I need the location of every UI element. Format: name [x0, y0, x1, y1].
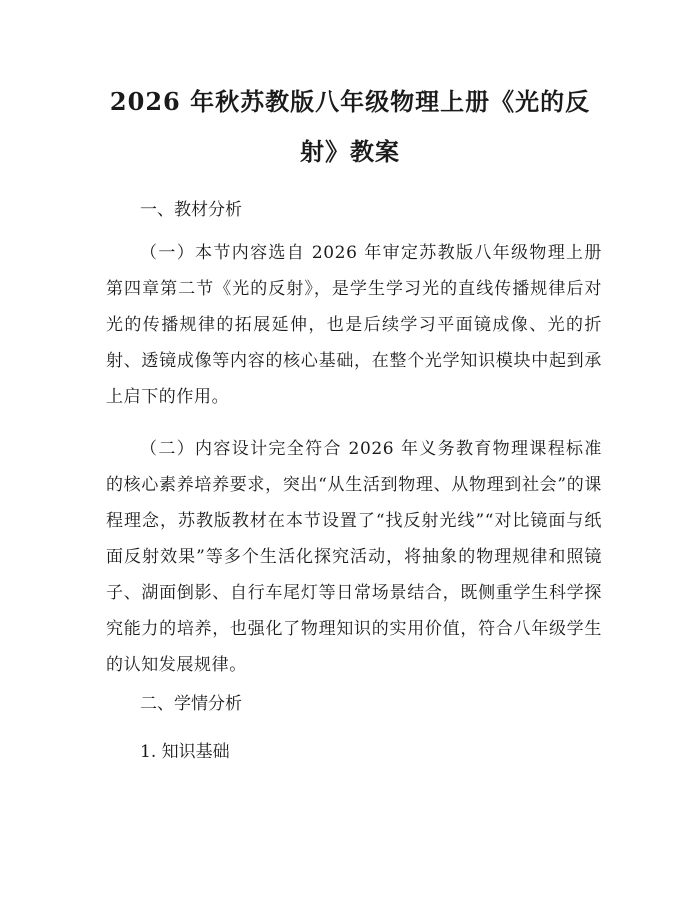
document-title-line-1: 2026 年秋苏教版八年级物理上册《光的反	[109, 87, 591, 116]
paragraph-content-design: （二）内容设计完全符合 2026 年义务教育物理课程标准的核心素养培养要求，突出“从生活到物理、从物理到社会”的课程理念，苏教版教材在本节设置了“找反射光线”“对比镜面与纸面反射效果”等多个生活化探究活动，将抽象的物理规律和照镜子、湖面倒影、自行车尾灯等日常场景结合，既侧重学生科学探究能力的培养，也强化了物理知识的实用价值，符合八年级学生的认知发展规律。	[106, 439, 602, 675]
document-title-line-2: 射》教案	[300, 137, 400, 166]
section-heading-learner-analysis: 二、学情分析	[140, 694, 242, 714]
paragraph-content-source: （一）本节内容选自 2026 年审定苏教版八年级物理上册第四章第二节《光的反射》，是学生学习光的直线传播规律后对光的传播规律的拓展延伸，也是后续学习平面镜成像、光的折射、透镜成像等内容的核心基础，在整个光学知识模块中起到承上启下的作用。	[106, 243, 602, 407]
subsection-heading-knowledge-base: 1. 知识基础	[140, 742, 230, 762]
section-heading-textbook-analysis: 一、教材分析	[140, 200, 242, 220]
